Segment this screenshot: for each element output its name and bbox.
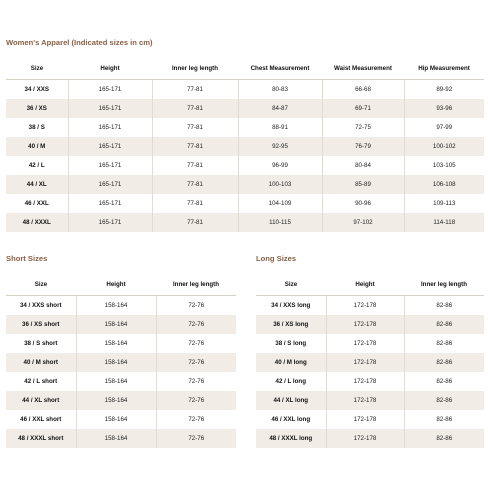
value-cell: 77-81 [152,175,238,194]
table-row [6,156,484,175]
size-cell: 34 / XXS long [271,302,311,309]
value-cell: 165-171 [68,175,152,194]
value-cell: 96-99 [238,156,322,175]
size-cell: 40 / M [6,137,68,156]
value-cell: 84-87 [238,99,322,118]
table-row [6,391,236,410]
value-cell: 69-71 [322,99,404,118]
value-cell: 158-164 [76,296,156,316]
size-cell: 46 / XXL long [271,416,311,423]
womens-title: Women's Apparel (Indicated sizes in cm) [6,38,153,47]
value-cell: 109-113 [404,194,484,213]
table-row [6,137,484,156]
value-cell: 77-81 [152,118,238,137]
size-cell: 40 / M short [6,353,76,372]
value-cell: 103-105 [404,156,484,175]
value-cell: 72-76 [156,296,236,316]
column-header: Inner leg length [156,274,236,296]
value-cell: 82-86 [404,334,484,353]
value-cell: 114-118 [404,213,484,232]
value-cell: 172-178 [326,353,404,372]
value-cell: 100-102 [404,137,484,156]
value-cell: 82-86 [404,353,484,372]
column-header: Size [6,274,76,296]
column-header: Hip Measurement [404,58,484,80]
value-cell: 93-96 [404,99,484,118]
value-cell: 172-178 [326,296,404,316]
table-row [256,410,484,429]
size-cell: 44 / XL long [256,391,326,410]
value-cell: 158-164 [76,315,156,334]
size-cell: 42 / L short [24,378,58,385]
womens-size-table [6,58,484,232]
table-row [6,99,484,118]
table-row [6,175,484,194]
value-cell: 165-171 [68,213,152,232]
value-cell: 80-84 [322,156,404,175]
value-cell: 82-86 [404,315,484,334]
value-cell: 89-92 [404,80,484,100]
value-cell: 158-164 [76,391,156,410]
table-row [256,353,484,372]
value-cell: 72-76 [156,353,236,372]
column-header: Chest Measurement [238,58,322,80]
table-row [256,372,484,391]
value-cell: 82-86 [404,429,484,448]
value-cell: 92-95 [238,137,322,156]
size-cell: 38 / S [28,124,45,131]
header-row [6,274,236,296]
value-cell: 77-81 [152,99,238,118]
value-cell: 77-81 [152,137,238,156]
size-cell: 38 / S long [275,340,307,347]
column-header: Height [68,58,152,80]
column-header: Height [326,274,404,296]
size-cell: 46 / XXL short [20,416,62,423]
size-cell: 44 / XL [6,175,68,194]
short-size-table [6,274,236,448]
value-cell: 76-79 [322,137,404,156]
value-cell: 66-68 [322,80,404,100]
column-header: Inner leg length [152,58,238,80]
value-cell: 165-171 [68,80,152,100]
value-cell: 72-76 [156,315,236,334]
size-cell: 40 / M long [256,353,326,372]
value-cell: 80-83 [238,80,322,100]
value-cell: 88-91 [238,118,322,137]
value-cell: 72-76 [156,391,236,410]
value-cell: 106-108 [404,175,484,194]
column-header: Waist Measurement [322,58,404,80]
table-row [256,391,484,410]
size-cell: 46 / XXL [24,200,49,207]
value-cell: 165-171 [68,137,152,156]
value-cell: 172-178 [326,372,404,391]
value-cell: 172-178 [326,410,404,429]
value-cell: 77-81 [152,213,238,232]
size-cell: 36 / XS [6,99,68,118]
size-cell: 36 / XS short [6,315,76,334]
table-row [6,353,236,372]
value-cell: 104-109 [238,194,322,213]
value-cell: 77-81 [152,156,238,175]
value-cell: 158-164 [76,429,156,448]
long-sizes-title: Long Sizes [256,254,297,263]
value-cell: 82-86 [404,410,484,429]
value-cell: 100-103 [238,175,322,194]
value-cell: 172-178 [326,429,404,448]
column-header: Size [256,274,326,296]
value-cell: 165-171 [68,99,152,118]
table-row [256,429,484,448]
size-cell: 48 / XXXL long [256,429,326,448]
table-row [6,296,236,316]
table-row [6,194,484,213]
value-cell: 90-96 [322,194,404,213]
table-row [6,213,484,232]
table-row [256,296,484,316]
table-row [6,372,236,391]
header-row [256,274,484,296]
table-row [6,315,236,334]
size-cell: 38 / S short [24,340,58,347]
value-cell: 97-99 [404,118,484,137]
value-cell: 77-81 [152,194,238,213]
size-cell: 42 / L [28,162,45,169]
value-cell: 85-89 [322,175,404,194]
table-row [6,334,236,353]
long-size-table [256,274,484,448]
value-cell: 72-76 [156,334,236,353]
value-cell: 72-76 [156,429,236,448]
value-cell: 158-164 [76,334,156,353]
table-row [6,118,484,137]
size-cell: 36 / XS long [256,315,326,334]
value-cell: 172-178 [326,391,404,410]
short-sizes-title: Short Sizes [6,254,48,263]
table-row [6,80,484,100]
value-cell: 158-164 [76,372,156,391]
value-cell: 97-102 [322,213,404,232]
value-cell: 172-178 [326,315,404,334]
size-cell: 48 / XXXL [6,213,68,232]
table-row [256,315,484,334]
table-row [6,429,236,448]
value-cell: 158-164 [76,410,156,429]
column-header: Inner leg length [404,274,484,296]
table-row [256,334,484,353]
value-cell: 165-171 [68,194,152,213]
column-header: Height [76,274,156,296]
size-cell: 34 / XXS [24,86,49,93]
value-cell: 82-86 [404,372,484,391]
size-cell: 44 / XL short [6,391,76,410]
column-header: Size [6,58,68,80]
value-cell: 82-86 [404,391,484,410]
value-cell: 110-115 [238,213,322,232]
value-cell: 172-178 [326,334,404,353]
size-cell: 42 / L long [275,378,306,385]
value-cell: 72-76 [156,372,236,391]
value-cell: 72-76 [156,410,236,429]
size-cell: 34 / XXS short [19,302,62,309]
value-cell: 82-86 [404,296,484,316]
value-cell: 72-75 [322,118,404,137]
value-cell: 158-164 [76,353,156,372]
value-cell: 165-171 [68,156,152,175]
size-cell: 48 / XXXL short [6,429,76,448]
value-cell: 77-81 [152,80,238,100]
header-row [6,58,484,80]
table-row [6,410,236,429]
value-cell: 165-171 [68,118,152,137]
